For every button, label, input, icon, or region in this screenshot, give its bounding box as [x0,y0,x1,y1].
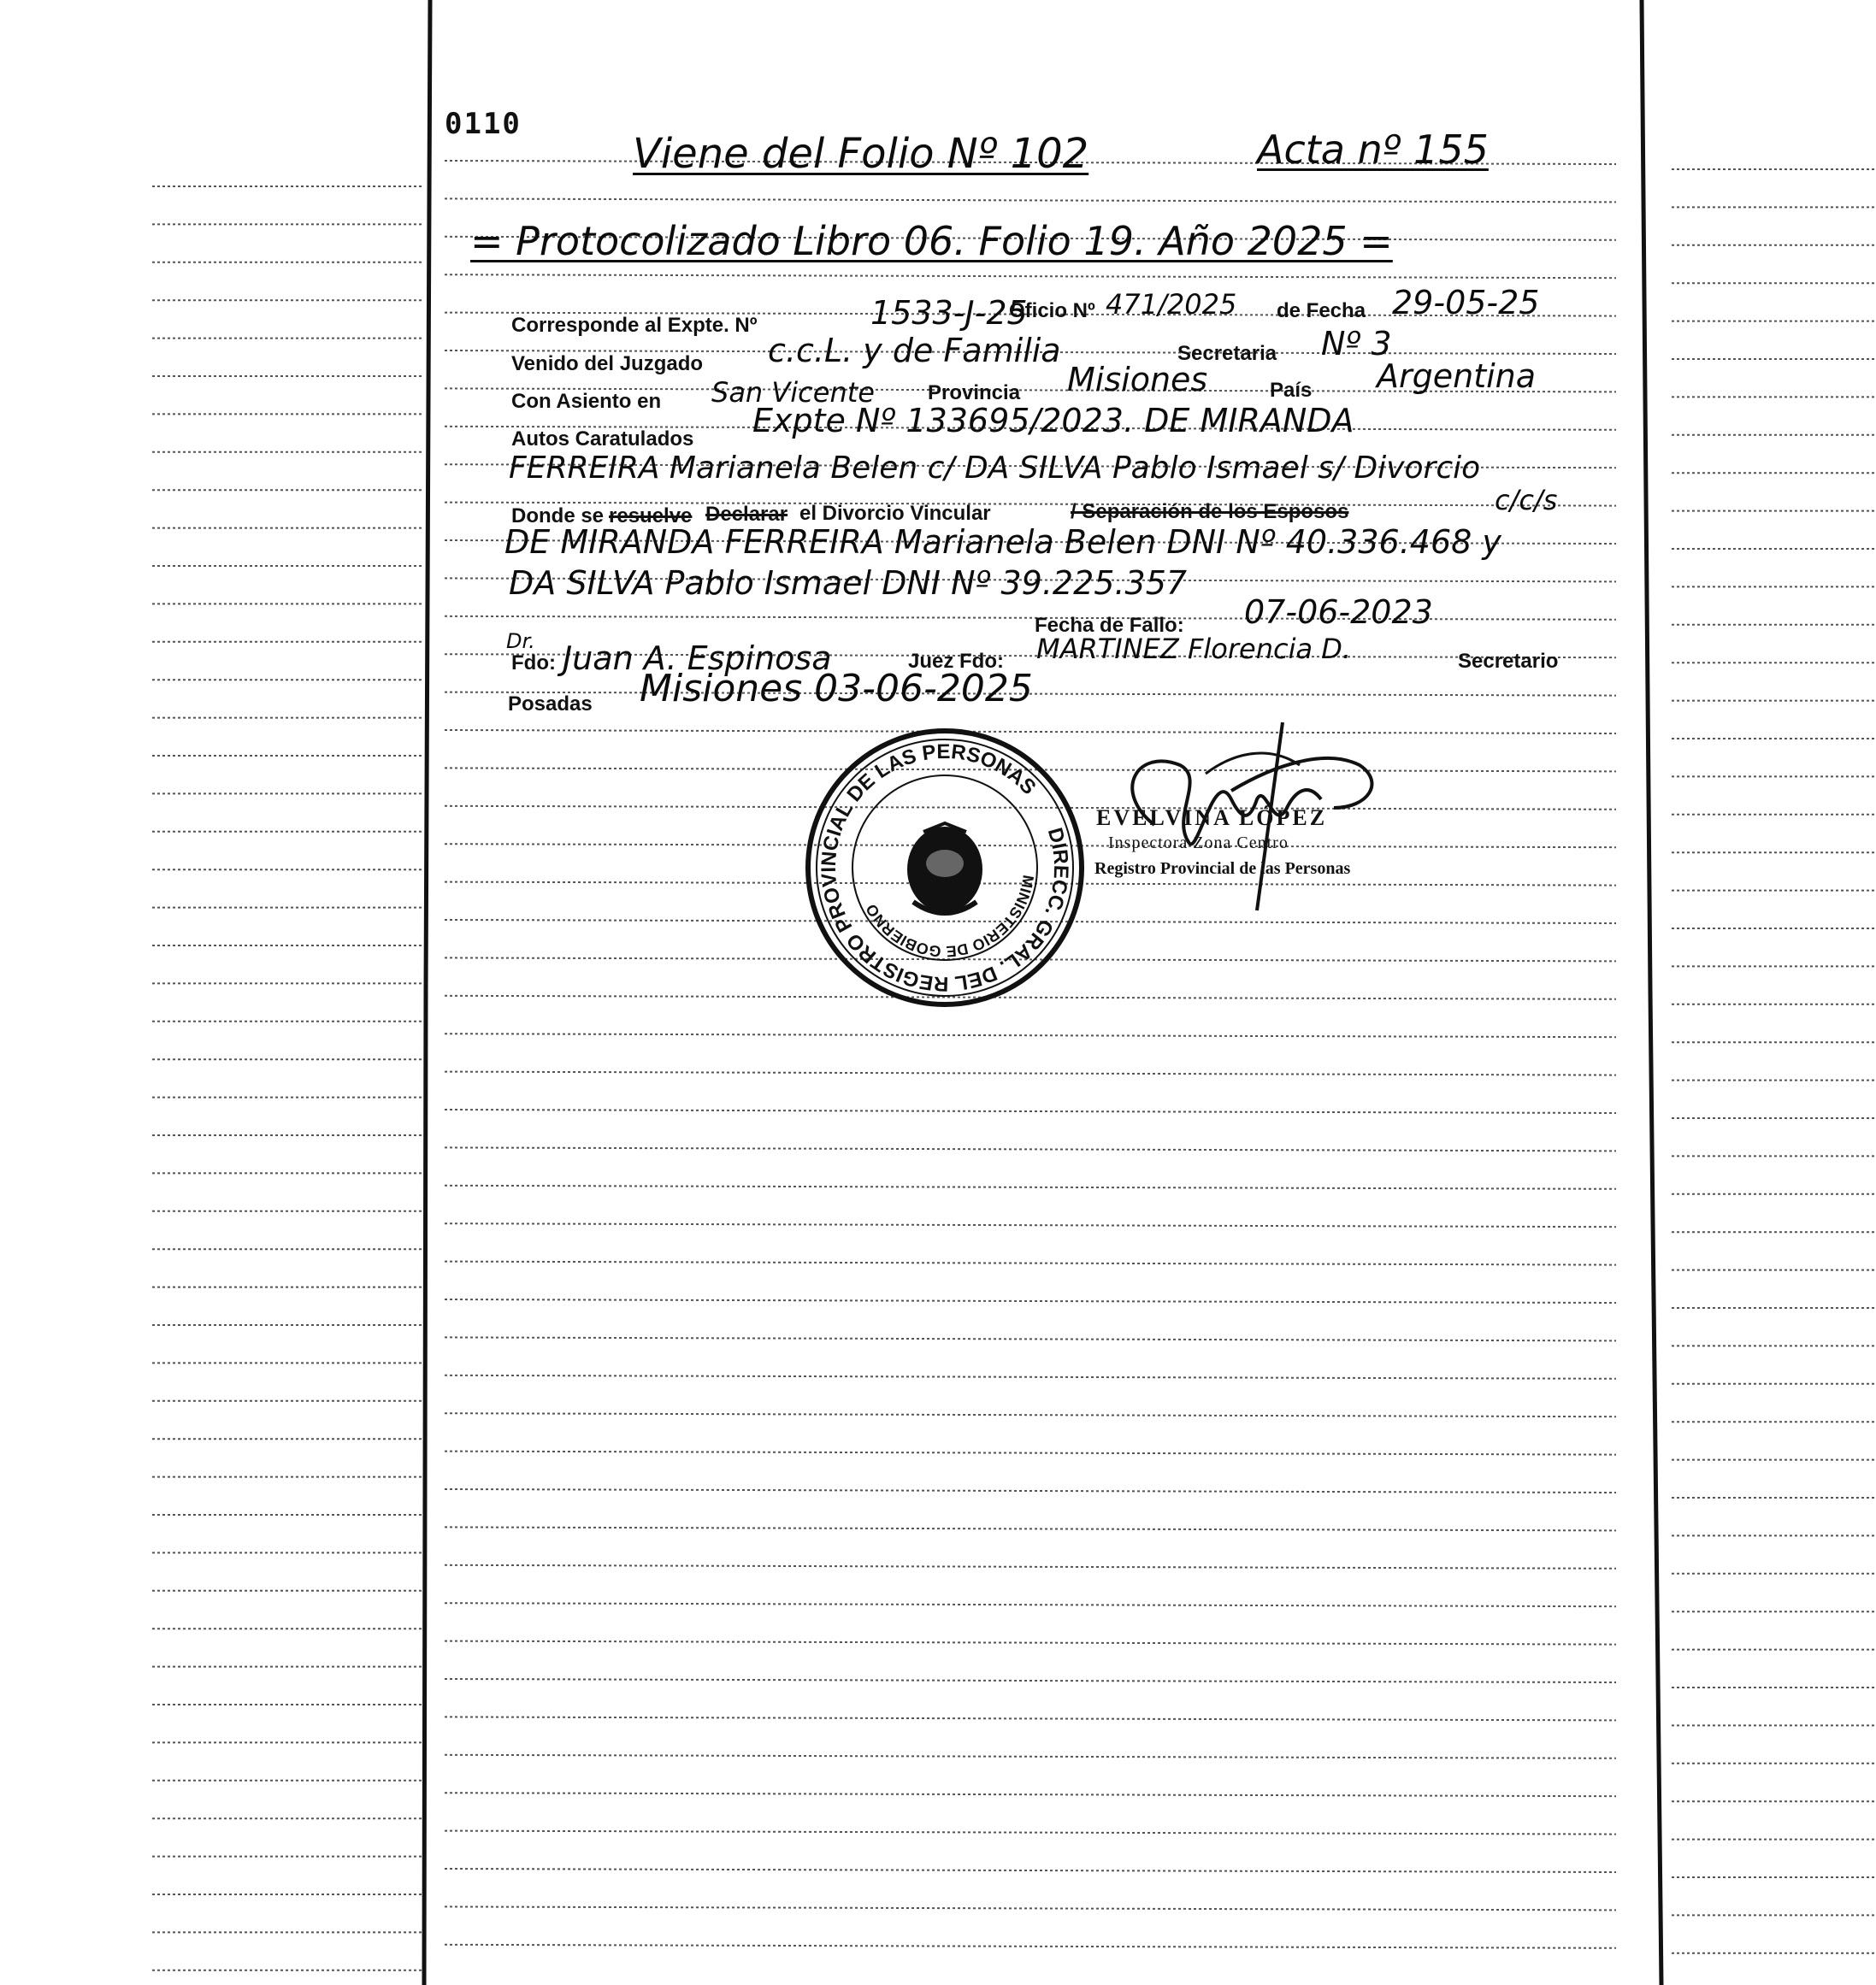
ruled-line [445,1906,1616,1910]
ruled-line [445,1565,1616,1569]
ruled-line [445,1262,1616,1265]
ruled-line [445,274,1616,278]
label-posadas: Posadas [508,692,593,716]
field-esposos-line1: DE MIRANDA FERREIRA Marianela Belen DNI Nº 40.336.468 y [504,523,1501,561]
official-stamp [804,722,1086,1013]
field-autos-line2: FERREIRA Marianela Belen c/ DA SILVA Pablo Ismael s/ Divorcio [509,451,1481,486]
left-margin-line [424,0,430,1985]
stamp-outer-text: DIRECC. GRAL. DEL REGISTRO PROVINCIAL DE LAS PERSONAS [817,739,1073,996]
ruled-line [445,1679,1616,1682]
signature-org: Registro Provincial de las Personas [1094,859,1351,878]
acta-number: Acta nº 155 [1257,127,1489,173]
ruled-line [445,1869,1616,1872]
field-juez-name: Juan A. Espinosa [563,639,832,677]
ruled-line [445,1147,1616,1151]
ruled-line [445,1489,1616,1493]
field-esposos-line2: DA SILVA Pablo Ismael DNI Nº 39.225.357 [509,564,1188,602]
field-fecha: 29-05-25 [1392,284,1540,321]
field-pais: Argentina [1377,357,1537,395]
field-secretario-name: MARTINEZ Florencia D. [1036,633,1352,665]
ruled-line [445,1831,1616,1835]
field-posadas-fecha: Misiones 03-06-2025 [640,667,1033,710]
viene-del-folio: Viene del Folio Nº 102 [633,130,1089,178]
field-autos-line1: Expte Nº 133695/2023. DE MIRANDA [752,402,1354,439]
label-con-asiento: Con Asiento en [511,390,662,413]
right-margin-line [1642,0,1661,1985]
field-cics: c/c/s [1495,484,1558,516]
field-secretaria: Nº 3 [1321,325,1392,362]
field-fecha-fallo: 07-06-2023 [1244,593,1433,631]
ruled-line [445,1072,1616,1075]
right-margin-rules [1672,169,1876,1953]
label-secretaria: Secretaria [1177,342,1277,365]
label-corresponde: Corresponde al Expte. Nº [511,314,758,337]
label-fdo: Fdo: [511,651,556,674]
field-expte: 1533-J-25 [870,294,1028,332]
ruled-line [445,1452,1616,1455]
field-provincia: Misiones [1067,361,1208,398]
ruled-line [445,1945,1616,1948]
label-juez: Juez Fdo: [908,650,1004,673]
signature-title: Inspectora Zona Centro [1108,833,1289,852]
field-asiento: San Vicente [711,376,875,409]
label-oficio: Oficio Nº [1009,299,1095,322]
ruled-line [445,1603,1616,1606]
field-dr: Dr. [506,629,535,653]
coat-of-arms-icon [907,823,982,913]
ruled-line [445,1755,1616,1758]
label-de-fecha: de Fecha [1277,299,1366,322]
label-provincia: Provincia [928,381,1021,404]
field-juzgado: c.c.L. y de Familia [768,332,1061,369]
ruled-line [445,1527,1616,1530]
ruled-line [445,1110,1616,1113]
label-divorcio: el Divorcio Vincular [799,502,991,525]
label-pais: País [1270,379,1313,402]
protocolizado-line: = Protocolizado Libro 06. Folio 19. Año 2025 = [470,218,1393,264]
left-margin-rules [152,186,423,1970]
ruled-line [445,616,1616,620]
ruled-line [445,1337,1616,1340]
signature-name: EVELVINA LÓPEZ [1096,805,1328,830]
ruled-line [445,198,1616,202]
label-fecha-fallo: Fecha de Fallo: [1035,614,1184,637]
page-number: 0110 [445,107,522,141]
label-declarar: Declarar [705,503,788,526]
ruled-line [445,1375,1616,1379]
ruled-line [445,1413,1616,1417]
ruled-line [445,1641,1616,1645]
label-separacion: / Separación de los Esposos [1071,500,1349,523]
field-oficio: 471/2025 [1106,288,1237,321]
ruled-line [445,1793,1616,1796]
label-venido: Venido del Juzgado [511,352,704,375]
label-secretario: Secretario [1458,650,1559,673]
label-donde-se: Donde se [511,504,605,527]
ruled-line [445,1299,1616,1303]
ruled-line [445,1034,1616,1037]
label-autos: Autos Caratulados [511,427,694,451]
ruled-line [445,1186,1616,1189]
ruled-line [445,1717,1616,1720]
ruled-line [445,1223,1616,1227]
label-resuelve: resuelve [609,504,693,527]
stamp-inner-text: MINISTERIO DE GOBIERNO [862,874,1037,961]
